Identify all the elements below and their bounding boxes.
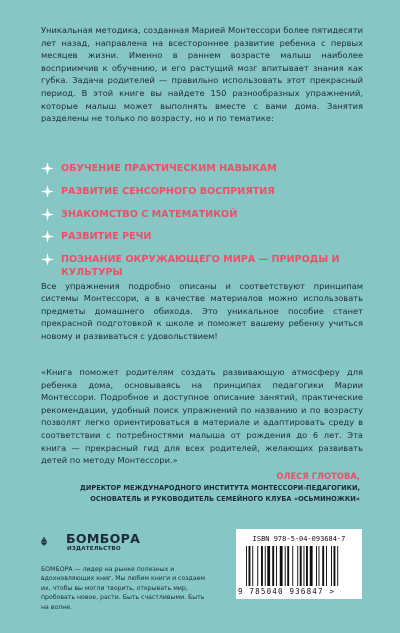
barcode-panel <box>236 529 362 599</box>
topic-label: РАЗВИТИЕ СЕНСОРНОГО ВОСПРИЯТИЯ <box>61 186 275 197</box>
topic-item <box>41 186 275 199</box>
topic-label: ЗНАКОМСТВО С МАТЕМАТИКОЙ <box>61 209 238 220</box>
isbn-label: ISBN 978-5-04-093684-7 <box>252 535 346 543</box>
barcode-icon <box>246 546 354 588</box>
topic-item <box>41 209 237 222</box>
topic-item <box>41 163 277 176</box>
logo-subtitle: ИЗДАТЕЛЬСТВО <box>67 546 121 552</box>
topic-item <box>41 231 151 244</box>
reviewer-role: ОСНОВАТЕЛЬ И РУКОВОДИТЕЛЬ СЕМЕЙНОГО КЛУБА «ОСЬМИНОЖКИ» <box>90 494 360 503</box>
sparkle-icon <box>41 185 54 198</box>
sparkle-icon <box>41 162 54 175</box>
reviewer-role: ДИРЕКТОР МЕЖДУНАРОДНОГО ИНСТИТУТА МОНТЕССОРИ-ПЕДАГОГИКИ, <box>80 484 360 492</box>
logo-name: БОМБОРА <box>66 531 141 546</box>
review-signature <box>40 470 360 504</box>
publisher-blurb: БОМБОРА — лидер на рынке полезных и вдохновляющих книг. Мы любим книги и создаем их, чтобы вы могли творить, открывать мир, пробовать новое, расти. Быть счастливыми. Быть на волне. <box>41 566 206 611</box>
barcode-digits: 9 785040 936847 > <box>238 587 336 596</box>
topic-label: РАЗВИТИЕ РЕЧИ <box>61 231 152 242</box>
intro-paragraph: Уникальная методика, созданная Марией Монтессори более пятидесяти лет назад, направлена на всестороннее развитие ребенка с первых месяцев жизни. Именно в раннем возрасте малыш наиболее восприимчив к обучению, и его растущий мозг впитывает знания как губка. Задача родителей — правильно использовать этот прекрасный период. В этой книге вы найдете 150 разнообразных упражнений, которые малыш может выполнять вместе с вами дома. Занятия разделены не только по возрасту, но и по тематике: <box>41 25 363 124</box>
review-quote: «Книга поможет родителям создать развивающую атмосферу для ребенка дома, основываясь на принципах педагогики Марии Монтессори. Подробное и доступное описание занятий, практические рекомендации, удобный поиск упражнений по названию и по возрасту позволят легко ориентироваться в материале и адаптировать среду в соответствии с потребностями малыша от рождения до 6 лет. Эта книга — прекрасный гид для всех родителей, желающих развивать детей по методу Монтессори.» <box>41 367 363 466</box>
description-paragraph: Все упражнения подробно описаны и соответствуют принципам системы Монтессори, а в качестве материалов можно использовать предметы домашнего обихода. Это уникальное пособие станет прекрасной подготовкой к школе и поможет вашему ребенку учиться новому и развиваться с удовольствием! <box>41 281 363 341</box>
reviewer-name: ОЛЕСЯ ГЛОТОВА, <box>276 471 360 481</box>
bombora-logo-icon <box>41 527 63 557</box>
topic-label: ПОЗНАНИЕ ОКРУЖАЮЩЕГО МИРА — ПРИРОДЫ И КУЛЬТУРЫ <box>61 254 340 278</box>
topic-label: ОБУЧЕНИЕ ПРАКТИЧЕСКИМ НАВЫКАМ <box>61 163 277 174</box>
sparkle-icon <box>41 230 54 243</box>
sparkle-icon <box>41 253 54 266</box>
sparkle-icon <box>41 208 54 221</box>
topic-item <box>41 254 361 279</box>
